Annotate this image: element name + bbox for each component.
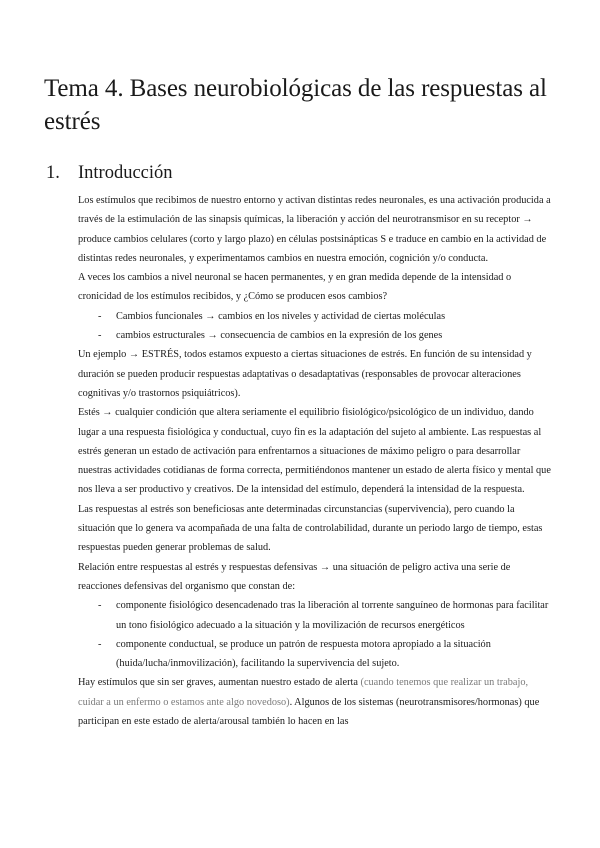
paragraph-5: Las respuestas al estrés son beneficiosas ante determinadas circunstancias (supervivencia), pero cuando la situación que lo genera va acompañada de una falta de controlabilidad, durante un periodo largo de tiempo, estas respuestas pueden generar problemas de salud.	[78, 503, 543, 554]
section-number: 1.	[46, 163, 60, 183]
paragraph-6: Relación entre respuestas al estrés y respuestas defensivas → una situación de peligro activa una serie de reacciones defensivas del organismo que constan de:	[78, 561, 511, 592]
list-item-text: componente fisiológico desencadenado tras la liberación al torrente sanguíneo de hormonas para facilitar un tono fisiológico adecuado a la situación y la movilización de recursos energéticos	[116, 600, 549, 631]
paragraph-7-start: Hay estímulos que sin ser graves, aumentan nuestro estado de alerta	[78, 677, 361, 689]
section-heading	[46, 161, 173, 185]
bullet-list-components	[78, 596, 552, 673]
list-item-text: componente conductual, se produce un patrón de respuesta motora apropiado a la situación (huida/lucha/inmovilización), facilitando la supervivencia del sujeto.	[116, 638, 491, 670]
document-title: Tema 4. Bases neurobiológicas de las respuestas al estrés	[44, 75, 547, 135]
list-item	[78, 307, 552, 326]
document-body	[78, 191, 552, 731]
paragraph-3: Un ejemplo → ESTRÉS, todos estamos expuesto a ciertas situaciones de estrés. En función de su intensidad y duración se pueden producir respuestas adaptativas o desadaptativas (responsables de provocar alteraciones cognitivas y/o trastornos psiquiátricos).	[78, 349, 532, 399]
list-item	[78, 596, 552, 635]
section-title: Introducción	[78, 163, 173, 183]
list-marker: -	[98, 638, 102, 650]
bullet-list-changes	[78, 307, 552, 346]
paragraph-7-grey-note: (cuando tenemos que realizar un trabajo, cuidar a un enfermo o estamos ante algo novedoso)	[78, 677, 529, 708]
list-item-text: cambios estructurales → consecuencia de cambios en la expresión de los genes	[116, 330, 443, 342]
paragraph-4: Estés → cualquier condición que altera seriamente el equilibrio fisiológico/psicológico de un individuo, dando lugar a una respuesta fisiológica y conductual, cuyo fin es la adaptación del sujeto al ambiente. Las respuestas al estrés generan un estado de activación para enfrentarnos a situaciones de máximo peligro o para desarrollar nuestras actividades cotidianas de forma correcta, permitiéndonos mantener un estado de alerta físico y mental que nos lleva a ser productivo y creativos. De la intensidad del estímulo, dependerá la intensidad de la respuesta.	[78, 407, 551, 496]
list-marker: -	[98, 330, 102, 342]
list-item-text: Cambios funcionales → cambios en los niveles y actividad de ciertas moléculas	[116, 310, 446, 322]
paragraph-1: Los estímulos que recibimos de nuestro entorno y activan distintas redes neuronales, es una activación producida a través de la estimulación de las sinapsis químicas, la liberación y acción del neurotransmisor en su receptor → produce cambios celulares (corto y largo plazo) en células postsinápticas S e traduce en cambio en la actividad de distintas redes neuronales, y experimentamos cambios en nuestra emoción, cognición y/o conducta.	[78, 195, 551, 264]
paragraph-7-end: . Algunos de los sistemas (neurotransmisores/hormonas) que participan en este estado de alerta/arousal también lo hacen en las	[78, 696, 540, 728]
list-item	[78, 326, 552, 345]
list-marker: -	[98, 600, 102, 612]
list-item	[78, 635, 552, 674]
list-marker: -	[98, 310, 102, 322]
paragraph-7	[78, 673, 552, 731]
paragraph-2: A veces los cambios a nivel neuronal se hacen permanentes, y en gran medida depende de la intensidad o cronicidad de los estímulos recibidos, y ¿Cómo se producen esos cambios?	[78, 272, 512, 303]
